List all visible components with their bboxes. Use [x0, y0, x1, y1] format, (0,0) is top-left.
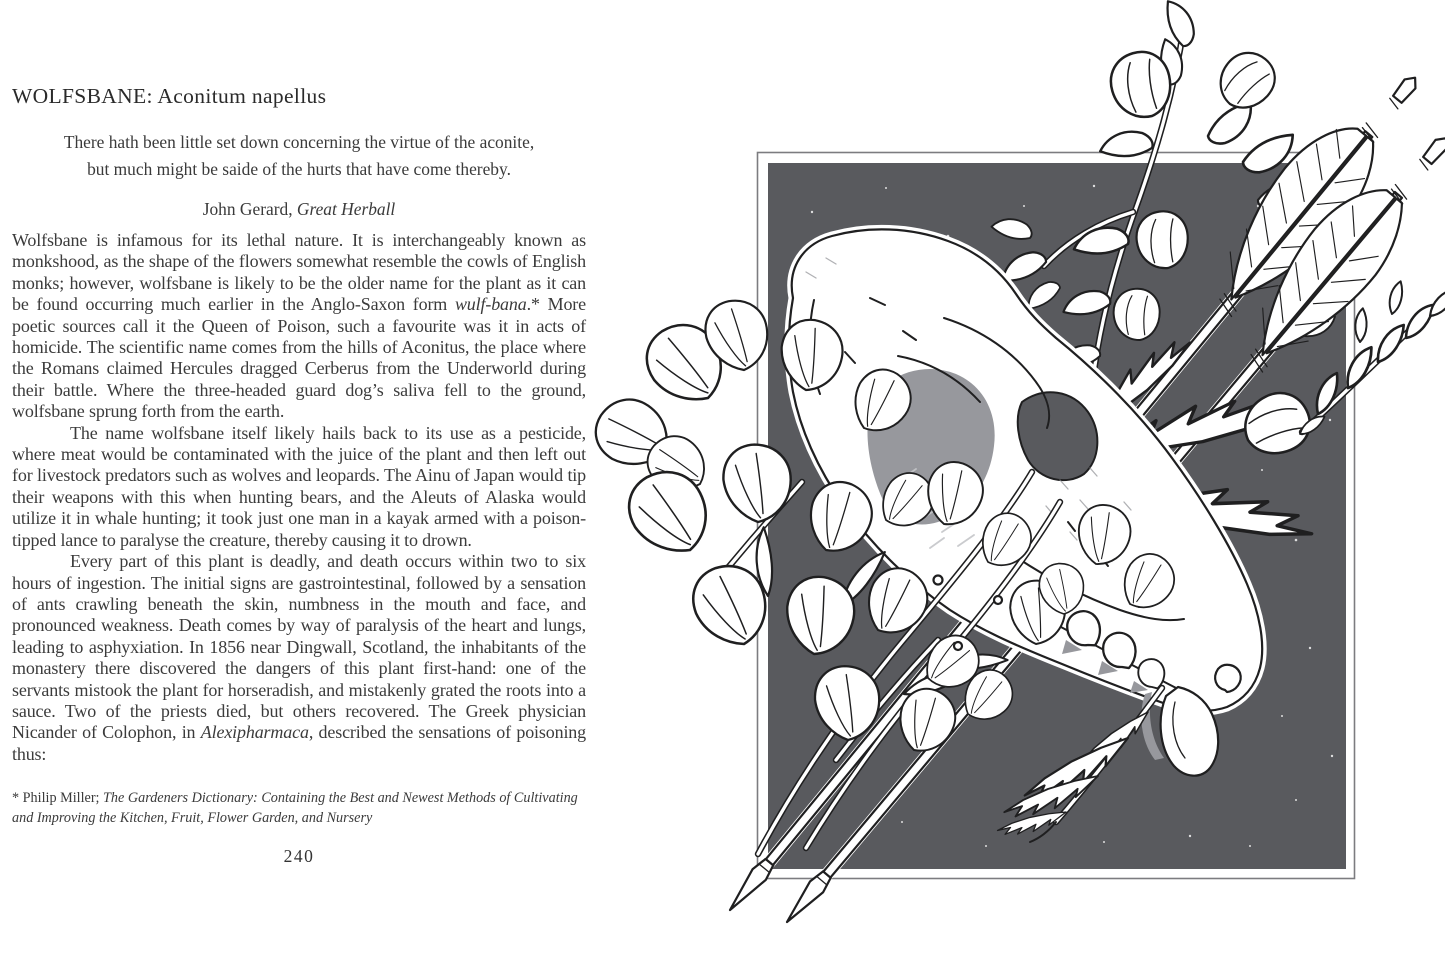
arrow-nock	[1392, 73, 1421, 104]
page-title: WOLFSBANE: Aconitum napellus	[12, 84, 327, 108]
epigraph-line: but much might be saide of the hurts that have come thereby.	[87, 159, 511, 179]
body-text	[12, 230, 586, 765]
body-paragraph: Every part of this plant is deadly, and death occurs within two to six hours of ingestion. The initial signs are gastrointestinal, followed by a sensation of ants crawling beneath the skin, numbness in the mouth and face, and pronounced weakness. Death comes by way of paralysis of the heart and lungs, leading to asphyxiation. In 1856 near Dingwall, Scotland, the inhabitants of the monastery there discovered the dangers of this plant first-hand: one of the servants mistook the plant for horseradish, and mistakenly grated the roots into a sauce. Two of the priests died, but others recovered. The Greek physician Nicander of Colophon, in Alexipharmaca, described the sensations of poisoning thus:	[12, 551, 586, 764]
body-paragraph: Wolfsbane is infamous for its lethal nature. It is interchangeably known as monkshood, as the shape of the flowers somewhat resemble the cowls of English monks; however, wolfsbane is likely to be the older name for the plant as it can be found occurring much earlier in the Anglo-Saxon form wulf-bana.* More poetic sources call it the Queen of Poison, such a favourite was it in acts of homicide. The scientific name comes from the hills of Aconitus, the place where the Romans claimed Hercules dragged Cerberus from the Underworld during their battle. Where the three-headed guard dog’s saliva fell to the ground, wolfsbane sprung forth from the earth.	[12, 230, 586, 422]
text-column	[12, 0, 586, 867]
epigraph-line: There hath been little set down concerning the virtue of the aconite,	[63, 132, 535, 152]
arrow-nock	[1422, 134, 1445, 165]
epigraph	[12, 129, 586, 183]
arrowhead	[723, 857, 776, 916]
epigraph-attribution: John Gerard, Great Herball	[202, 199, 396, 219]
footnote: * Philip Miller; The Gardeners Dictionary: Containing the Best and Newest Methods of Cultivating and Improving the Kitchen, Fruit, Flower Garden, and Nursery	[12, 790, 578, 826]
page-number: 240	[283, 846, 315, 867]
incisor	[1215, 665, 1241, 692]
body-paragraph: The name wolfsbane itself likely hails back to its use as a pesticide, where meat would be contaminated with the juice of the plant and then left out for livestock predators such as wolves and leopards. The Ainu of Japan would tip their weapons with this when hunting bears, and the Aleuts of Alaska would utilize it in whale hunting; it took just one man in a kayak armed with a poison-tipped lance to paralyse the creature, thereby causing it to drown.	[12, 422, 586, 550]
